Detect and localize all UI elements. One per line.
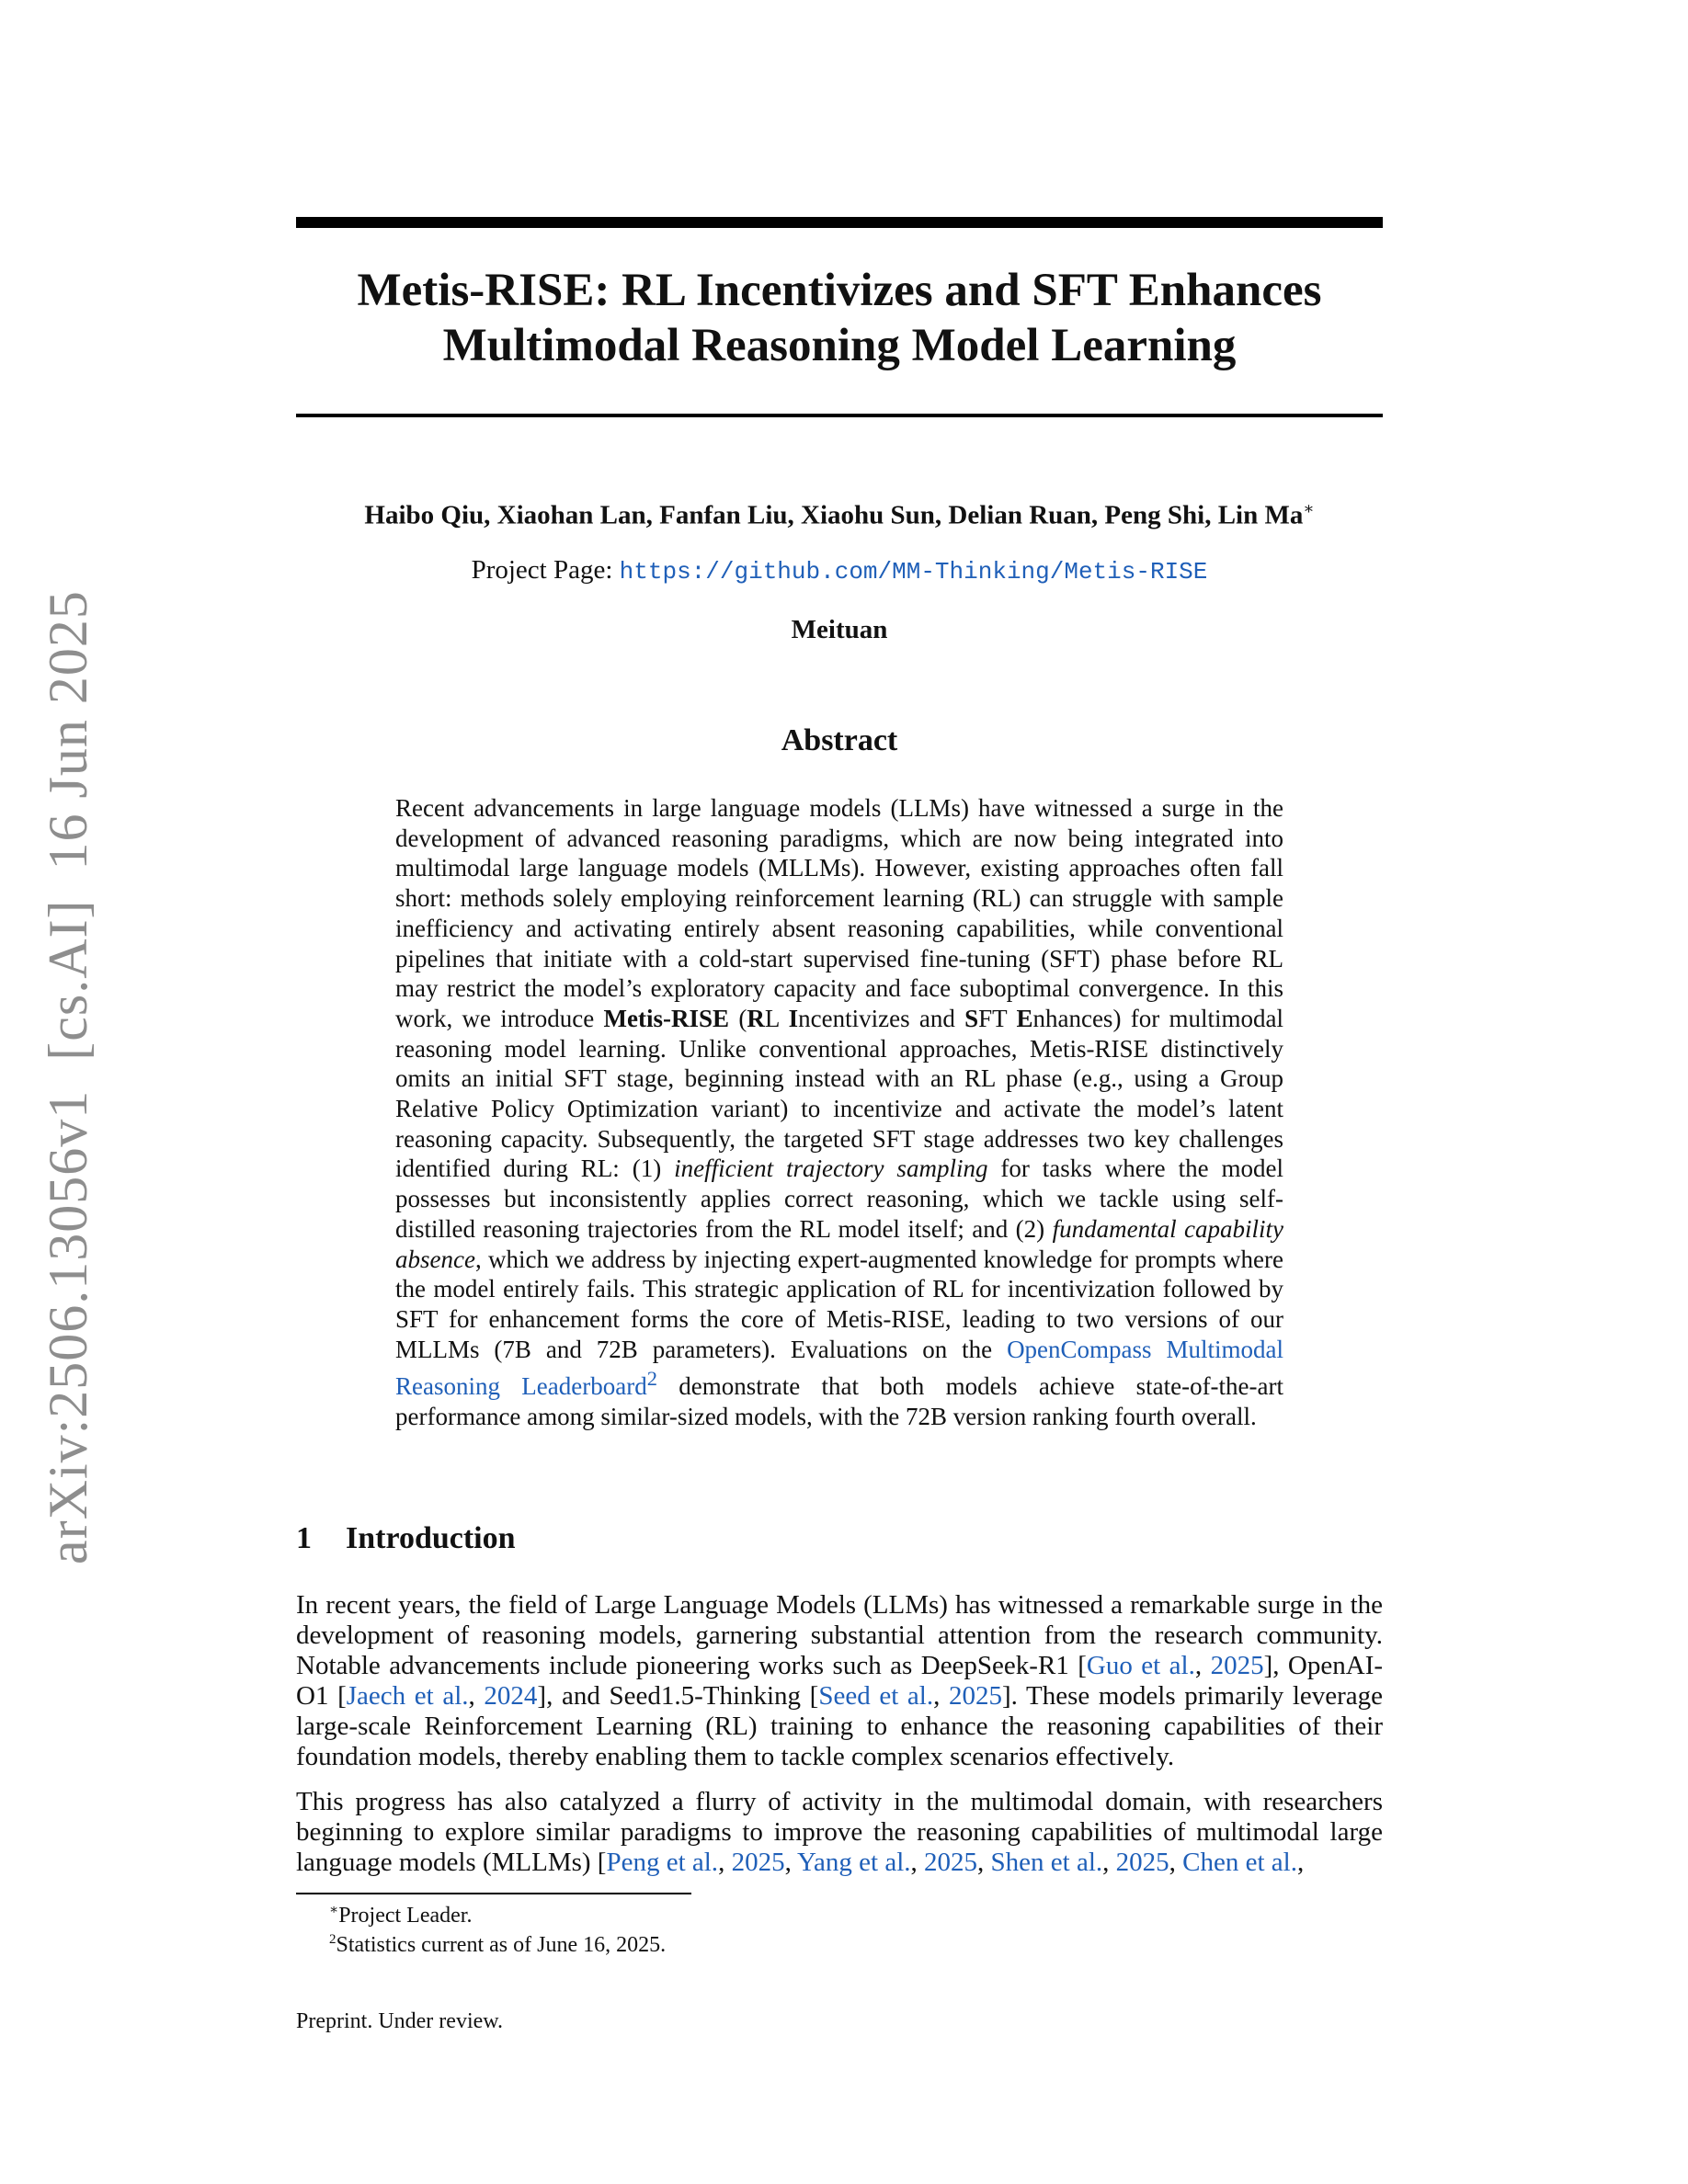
preprint-notice: Preprint. Under review. [296,2009,504,2033]
paper-title-line-1: Metis-RISE: RL Incentivizes and SFT Enhances [357,265,1322,316]
paragraph-text: ], and Seed1.5-Thinking [ [537,1681,819,1711]
abstract-text: , which we address by injecting expert-augmented knowledge for prompts where the model entirely fails. This strategic application of RL for incentivization followed by SFT for enhancement forms the core of Metis-RISE, leading to two versions of our MLLMs (7B and 72B parameters). Evaluations on the [395,1245,1283,1363]
paper-title-line-2: Multimodal Reasoning Model Learning [442,320,1237,371]
title-rule-top [296,217,1383,228]
footnote-text: Project Leader. [338,1904,473,1928]
footnote-1 [329,1897,472,1928]
citation-link[interactable]: Peng et al. [606,1848,719,1877]
abstract-text: ncentivizes and [798,1004,965,1032]
title-rule-bottom [296,414,1383,417]
author-list [296,493,1383,531]
citation-link[interactable]: Guo et al. [1086,1651,1195,1680]
abstract-bold-text: I [788,1004,799,1032]
abstract-body [395,793,1283,1432]
section-number: 1 [296,1521,312,1555]
citation-link[interactable]: Shen et al. [990,1848,1103,1877]
citation-link[interactable]: Chen et al. [1182,1848,1297,1877]
abstract-text: nhances) for multimodal reasoning model learning. Unlike conventional approaches, Metis-RISE distinctively omits an initial SFT stage, beginning instead with an RL phase (e.g., using a Group Relative Policy Optimization variant) to incentivize and activate the model’s latent reasoning capacity. Subsequently, the targeted SFT stage addresses two key challenges identified during RL: (1) [395,1004,1283,1183]
abstract-bold-text: Metis-RISE [603,1004,730,1032]
intro-paragraph-2 [296,1787,1383,1878]
intro-paragraph-1 [296,1590,1383,1772]
citation-separator: , [933,1681,949,1711]
citation-year-link[interactable]: 2024 [484,1681,538,1711]
paragraph-text: ]. These models primarily leverage large-scale Reinforcement Learning (RL) training to enhance the reasoning capabilities of their foundation models, thereby enabling them to tackle complex scenarios effectively. [296,1681,1384,1771]
citation-year-link[interactable]: 2025 [924,1848,978,1877]
citation-year-link[interactable]: 2025 [948,1681,1002,1711]
project-page [296,554,1383,587]
citation-separator: , [1296,1848,1305,1877]
section-title: Introduction [346,1521,516,1555]
citation-year-link[interactable]: 2025 [1115,1848,1169,1877]
footnote-2 [329,1927,666,1958]
leaderboard-link[interactable]: OpenCompass Multimodal Reasoning Leaderboard [395,1335,1283,1401]
abstract-bold-text: S [964,1004,979,1032]
abstract-text: for tasks where the model possesses but inconsistently applies correct reasoning, which we tackle using self-distilled reasoning trajectories from the RL model itself; and (2) [395,1155,1283,1243]
paragraph-text: In recent years, the field of Large Language Models (LLMs) has witnessed a remarkable surge in the development of reasoning models, garnering substantial attention from the research community. Notable advancements include pioneering works such as DeepSeek-R1 [ [296,1590,1383,1680]
paragraph-text: This progress has also catalyzed a flurry of activity in the multimodal domain, with researchers beginning to explore similar paradigms to improve the reasoning capabilities of multimodal large language models (MLLMs) [ [296,1787,1383,1877]
citation-link[interactable]: Seed et al. [818,1681,934,1711]
affiliation: Meituan [791,615,888,644]
author-names: Haibo Qiu, Xiaohan Lan, Fanfan Liu, Xiaohu Sun, Delian Ruan, Peng Shi, Lin Ma [364,500,1304,530]
corresponding-author-mark: ∗ [1303,499,1315,518]
abstract-text: demonstrate that both models achieve state-of-the-art performance among similar-sized models, with the 72B version ranking fourth overall. [395,1372,1283,1431]
citation-separator: , [977,1848,991,1877]
footnote-ref-2[interactable]: 2 [646,1367,657,1391]
abstract-italic-text: fundamental capability absence [395,1214,1283,1273]
citation-separator: , [468,1681,485,1711]
section-heading-introduction [296,1520,516,1557]
citation-separator: , [718,1848,732,1877]
paragraph-text: ], OpenAI-O1 [ [296,1651,1384,1711]
citation-separator: , [910,1848,925,1877]
footnote-mark: ∗ [329,1903,339,1917]
abstract-text: ( [729,1004,747,1032]
project-page-label: Project Page: [471,555,613,585]
project-page-link[interactable]: https://github.com/MM-Thinking/Metis-RISE [619,558,1208,586]
citation-separator: , [1169,1848,1183,1877]
abstract-bold-text: E [1016,1004,1033,1032]
abstract-text: FT [978,1004,1017,1032]
footnote-text: Statistics current as of June 16, 2025. [336,1933,667,1957]
footnote-mark: 2 [329,1932,336,1947]
citation-separator: , [784,1848,797,1877]
abstract-italic-text: inefficient trajectory sampling [674,1155,988,1183]
citation-link[interactable]: Yang et al. [797,1848,911,1877]
citation-year-link[interactable]: 2025 [1210,1651,1264,1680]
citation-link[interactable]: Jaech et al. [346,1681,469,1711]
citation-separator: , [1102,1848,1116,1877]
paper-title [296,263,1383,373]
citation-separator: , [1194,1651,1211,1680]
citation-year-link[interactable]: 2025 [731,1848,785,1877]
arxiv-sidebar-stamp: arXiv:2506.13056v1 [cs.AI] 16 Jun 2025 [38,590,98,1564]
abstract-heading: Abstract [781,723,898,757]
footnote-divider [296,1893,691,1894]
abstract-bold-text: R [747,1004,765,1032]
abstract-text: Recent advancements in large language models (LLMs) have witnessed a surge in the development of advanced reasoning paradigms, which are now being integrated into multimodal large language models (MLLMs). However, existing approaches often fall short: methods solely employing reinforcement learning (RL) can struggle with sample inefficiency and activating entirely absent reasoning capabilities, while conventional pipelines that initiate with a cold-start supervised fine-tuning (SFT) phase before RL may restrict the model’s exploratory capacity and face suboptimal convergence. In this work, we introduce [395,794,1283,1032]
abstract-text: L [764,1004,789,1032]
